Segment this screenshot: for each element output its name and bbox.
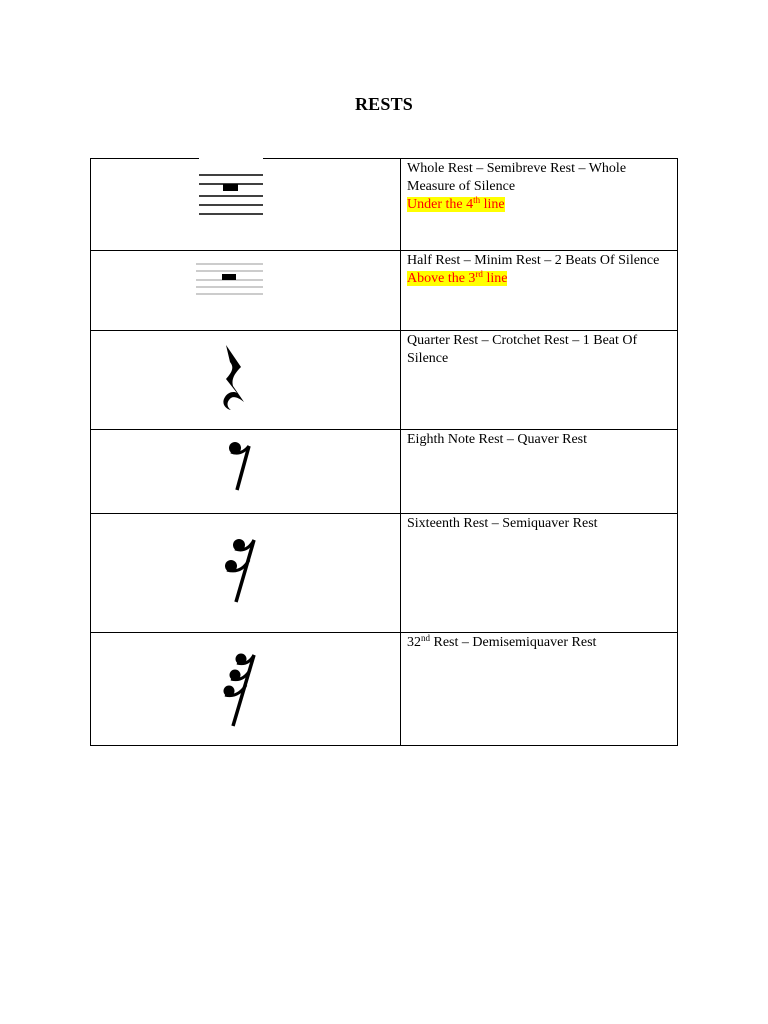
thirty-second-rest-icon <box>91 633 400 746</box>
symbol-cell <box>91 159 401 251</box>
whole-rest-icon <box>91 159 400 251</box>
table-row <box>91 633 678 746</box>
description-cell <box>401 514 678 633</box>
symbol-cell <box>91 633 401 746</box>
table-row <box>91 514 678 633</box>
table-row <box>91 251 678 331</box>
rest-name: Sixteenth Rest – Semiquaver Rest <box>407 516 598 531</box>
table-row <box>91 430 678 514</box>
sixteenth-rest-icon <box>91 514 400 633</box>
description-cell <box>401 251 678 331</box>
rest-name: Quarter Rest – Crotchet Rest – 1 Beat Of Silence <box>407 333 638 366</box>
description-cell <box>401 331 678 430</box>
table-row <box>91 159 678 251</box>
half-rest-icon <box>91 251 400 331</box>
rest-name: Eighth Note Rest – Quaver Rest <box>407 432 588 447</box>
table-row <box>91 331 678 430</box>
rest-name: Whole Rest – Semibreve Rest – Whole Measure of Silence <box>407 161 627 194</box>
quarter-rest-icon <box>91 331 400 430</box>
symbol-cell <box>91 514 401 633</box>
description-cell <box>401 633 678 746</box>
eighth-rest-icon <box>91 430 400 514</box>
description-cell <box>401 430 678 514</box>
position-note: Under the 4th line <box>407 195 505 212</box>
symbol-cell <box>91 251 401 331</box>
symbol-cell <box>91 331 401 430</box>
description-cell <box>401 159 678 251</box>
rest-name: 32nd Rest – Demisemiquaver Rest <box>407 633 597 650</box>
rest-name: Half Rest – Minim Rest – 2 Beats Of Silence <box>407 253 660 268</box>
position-note: Above the 3rd line <box>407 269 508 286</box>
rests-table <box>90 158 678 746</box>
page-title: RESTS <box>354 94 414 114</box>
symbol-cell <box>91 430 401 514</box>
